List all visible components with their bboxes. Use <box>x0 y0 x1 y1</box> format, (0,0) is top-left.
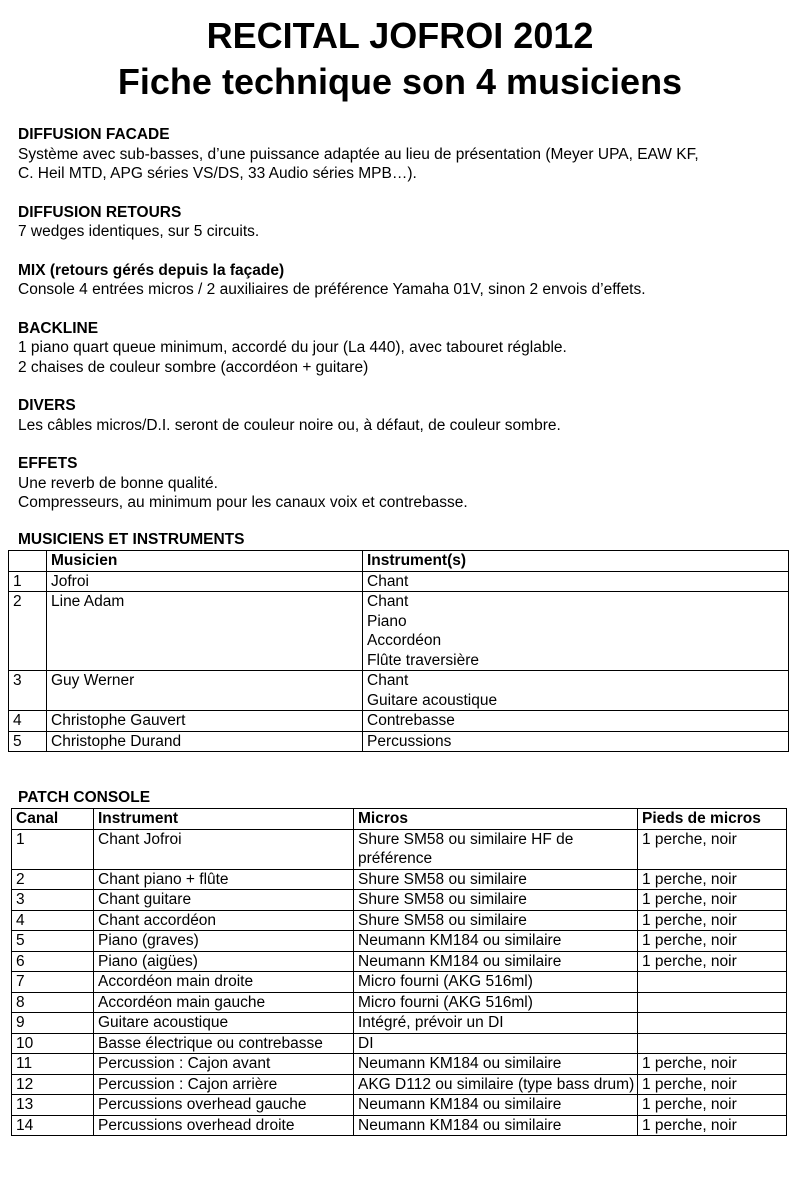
patch-canal: 9 <box>12 1013 94 1034</box>
patch-instrument: Percussion : Cajon avant <box>94 1054 354 1075</box>
patch-micro: Shure SM58 ou similaire HF de préférence <box>354 829 638 869</box>
section-line: 2 chaises de couleur sombre (accordéon + guitare) <box>18 358 369 376</box>
table-row <box>12 869 787 890</box>
patch-pied: 1 perche, noir <box>638 890 787 911</box>
patch-pied: 1 perche, noir <box>638 910 787 931</box>
patch-instrument: Chant Jofroi <box>94 829 354 869</box>
patch-micro: AKG D112 ou similaire (type bass drum) <box>354 1074 638 1095</box>
patch-canal: 12 <box>12 1074 94 1095</box>
instrument-item: Accordéon <box>367 632 442 649</box>
section-line: 7 wedges identiques, sur 5 circuits. <box>18 223 260 240</box>
instrument-item: Contrebasse <box>367 712 455 729</box>
musicians-table <box>8 550 789 752</box>
musician-name: Christophe Durand <box>47 731 363 752</box>
table-row <box>9 711 789 732</box>
patch-canal: 4 <box>12 910 94 931</box>
instrument-item: Percussions <box>367 732 452 750</box>
patch-micro: Shure SM58 ou similaire <box>354 910 638 931</box>
section-effets <box>18 454 793 513</box>
table-row <box>12 1013 787 1034</box>
table-row <box>12 1033 787 1054</box>
table-row <box>12 972 787 993</box>
section-line: Compresseurs, au minimum pour les canaux voix et contrebasse. <box>18 494 468 511</box>
section-divers <box>18 396 793 435</box>
table-header-row <box>9 551 789 572</box>
patch-micro: Micro fourni (AKG 516ml) <box>354 992 638 1013</box>
section-heading: DIFFUSION RETOURS <box>18 203 182 221</box>
patch-instrument: Piano (aigües) <box>94 951 354 972</box>
table-row <box>9 571 789 592</box>
musician-name: Line Adam <box>47 592 363 671</box>
patch-instrument: Piano (graves) <box>94 931 354 952</box>
patch-canal: 3 <box>12 890 94 911</box>
musician-instruments <box>363 571 789 592</box>
header-instruments: Instrument(s) <box>363 551 789 572</box>
patch-instrument: Guitare acoustique <box>94 1013 354 1034</box>
patch-instrument: Percussions overhead droite <box>94 1115 354 1136</box>
musician-name: Jofroi <box>47 571 363 592</box>
patch-pied: 1 perche, noir <box>638 869 787 890</box>
patch-console-table <box>11 808 787 1136</box>
table-row <box>12 829 787 869</box>
header-instrument: Instrument <box>94 809 354 830</box>
patch-micro: Shure SM58 ou similaire <box>354 890 638 911</box>
patch-pied: 1 perche, noir <box>638 829 787 869</box>
header-musician: Musicien <box>47 551 363 572</box>
patch-micro: Neumann KM184 ou similaire <box>354 951 638 972</box>
header-canal: Canal <box>12 809 94 830</box>
patch-micro: Micro fourni (AKG 516ml) <box>354 972 638 993</box>
table-row <box>12 1095 787 1116</box>
table-row <box>12 992 787 1013</box>
patch-micro: Shure SM58 ou similaire <box>354 869 638 890</box>
patch-instrument: Accordéon main gauche <box>94 992 354 1013</box>
patch-canal: 1 <box>12 829 94 869</box>
musician-number: 1 <box>9 571 47 592</box>
patch-table-body <box>12 829 787 1136</box>
section-heading: DIVERS <box>18 397 76 414</box>
patch-pied: 1 perche, noir <box>638 1115 787 1136</box>
header-number <box>9 551 47 572</box>
patch-instrument: Percussion : Cajon arrière <box>94 1074 354 1095</box>
section-heading: EFFETS <box>18 455 78 472</box>
table-row <box>12 1054 787 1075</box>
patch-micro: Neumann KM184 ou similaire <box>354 931 638 952</box>
instrument-item: Flûte traversière <box>367 651 479 669</box>
section-line: 1 piano quart queue minimum, accordé du jour (La 440), avec tabouret réglable. <box>18 339 567 356</box>
patch-micro: Neumann KM184 ou similaire <box>354 1095 638 1116</box>
patch-canal: 2 <box>12 869 94 890</box>
patch-pied <box>638 972 787 993</box>
section-backline <box>18 319 793 378</box>
patch-pied <box>638 992 787 1013</box>
musician-number: 5 <box>9 731 47 752</box>
musician-instruments <box>363 711 789 732</box>
musician-instruments <box>363 592 789 671</box>
patch-instrument: Chant piano + flûte <box>94 869 354 890</box>
patch-canal: 8 <box>12 992 94 1013</box>
section-line: Une reverb de bonne qualité. <box>18 474 218 492</box>
musician-instruments <box>363 731 789 752</box>
musician-number: 2 <box>9 592 47 671</box>
header-pieds: Pieds de micros <box>638 809 787 830</box>
patch-instrument: Chant guitare <box>94 890 354 911</box>
table-row <box>12 1074 787 1095</box>
document-title: RECITAL JOFROI 2012 <box>206 15 594 56</box>
musician-instruments <box>363 671 789 711</box>
patch-pied: 1 perche, noir <box>638 951 787 972</box>
section-mix <box>18 261 793 300</box>
musician-name: Christophe Gauvert <box>47 711 363 732</box>
patch-instrument: Chant accordéon <box>94 910 354 931</box>
patch-pied: 1 perche, noir <box>638 931 787 952</box>
instrument-item: Chant <box>367 572 409 590</box>
table-row <box>12 910 787 931</box>
document-subtitle: Fiche technique son 4 musiciens <box>117 61 683 102</box>
patch-instrument: Percussions overhead gauche <box>94 1095 354 1116</box>
patch-canal: 13 <box>12 1095 94 1116</box>
patch-instrument: Accordéon main droite <box>94 972 354 993</box>
patch-pied <box>638 1013 787 1034</box>
musician-number: 3 <box>9 671 47 711</box>
section-line: Les câbles micros/D.I. seront de couleur noire ou, à défaut, de couleur sombre. <box>18 416 561 434</box>
table-row <box>9 731 789 752</box>
patch-instrument: Basse électrique ou contrebasse <box>94 1033 354 1054</box>
table-row <box>12 1115 787 1136</box>
patch-canal: 14 <box>12 1115 94 1136</box>
patch-pied: 1 perche, noir <box>638 1074 787 1095</box>
table-row <box>12 931 787 952</box>
patch-canal: 10 <box>12 1033 94 1054</box>
patch-micro: DI <box>354 1033 638 1054</box>
section-line: Console 4 entrées micros / 2 auxiliaires de préférence Yamaha 01V, sinon 2 envois d’effets. <box>18 281 646 298</box>
patch-canal: 11 <box>12 1054 94 1075</box>
section-heading: BACKLINE <box>18 319 99 337</box>
table-row <box>9 671 789 711</box>
musicians-table-title: MUSICIENS ET INSTRUMENTS <box>18 531 245 548</box>
section-line: Système avec sub-basses, d’une puissance adaptée au lieu de présentation (Meyer UPA, EAW KF, <box>18 145 699 163</box>
tech-sections <box>18 125 793 532</box>
table-header-row <box>12 809 787 830</box>
instrument-item: Chant <box>367 593 409 610</box>
patch-canal: 5 <box>12 931 94 952</box>
table-row <box>9 592 789 671</box>
patch-micro: Intégré, prévoir un DI <box>354 1013 638 1034</box>
section-diffusion-retours <box>18 203 793 242</box>
instrument-item: Guitare acoustique <box>367 691 498 709</box>
instrument-item: Chant <box>367 672 409 689</box>
patch-pied: 1 perche, noir <box>638 1095 787 1116</box>
patch-canal: 6 <box>12 951 94 972</box>
patch-canal: 7 <box>12 972 94 993</box>
patch-table-title: PATCH CONSOLE <box>18 789 151 806</box>
patch-micro: Neumann KM184 ou similaire <box>354 1115 638 1136</box>
instrument-item: Piano <box>367 612 407 630</box>
table-row <box>12 951 787 972</box>
section-heading: DIFFUSION FACADE <box>18 126 170 143</box>
patch-pied: 1 perche, noir <box>638 1054 787 1075</box>
section-heading: MIX (retours gérés depuis la façade) <box>18 261 285 279</box>
musician-number: 4 <box>9 711 47 732</box>
musician-name: Guy Werner <box>47 671 363 711</box>
patch-pied <box>638 1033 787 1054</box>
section-line: C. Heil MTD, APG séries VS/DS, 33 Audio séries MPB…). <box>18 165 417 182</box>
section-diffusion-facade <box>18 125 793 184</box>
table-row <box>12 890 787 911</box>
header-micros: Micros <box>354 809 638 830</box>
patch-micro: Neumann KM184 ou similaire <box>354 1054 638 1075</box>
